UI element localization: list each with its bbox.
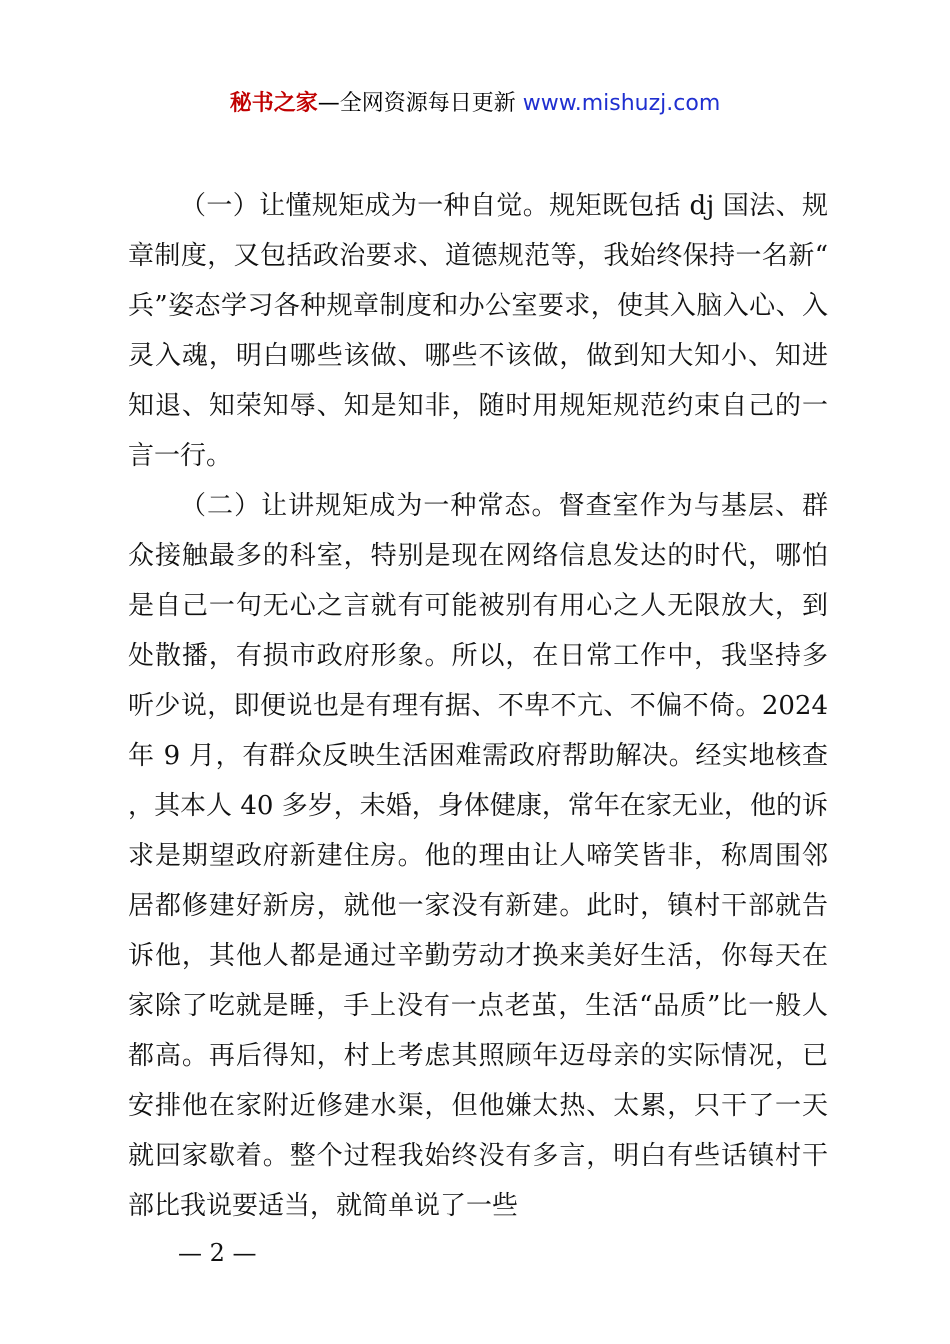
document-body [128,181,828,1231]
brand-name: 秘书之家 [229,91,318,116]
header-tagline: —全网资源每日更新 [317,91,516,116]
paragraph-2: （二）让讲规矩成为一种常态。督查室作为与基层、群众接触最多的科室，特别是现在网络信息发达的时代，哪怕是自己一句无心之言就有可能被别有用心之人无限放大，到处散播，有损市政府形象。所以，在日常工作中，我坚持多听少说，即便说也是有理有据、不卑不亢、不偏不倚。2024 年 9 月，有群众反映生活困难需政府帮助解决。经实地核查，其本人 40 多岁，未婚，身体健康，常年在家无业，他的诉求是期望政府新建住房。他的理由让人啼笑皆非，称周围邻居都修建好新房，就他一家没有新建。此时，镇村干部就告诉他，其他人都是通过辛勤劳动才换来美好生活，你每天在家除了吃就是睡，手上没有一点老茧，生活“品质”比一般人都高。再后得知，村上考虑其照顾年迈母亲的实际情况，已安排他在家附近修建水渠，但他嫌太热、太累，只干了一天就回家歇着。整个过程我始终没有多言，明白有些话镇村干部比我说要适当，就简单说了一些 [128,491,828,1221]
page-number: — 2 — [178,1239,257,1267]
header-url-link[interactable]: www.mishuzj.com [522,91,721,116]
page-header [0,88,950,120]
paragraph-1: （一）让懂规矩成为一种自觉。规矩既包括 dj 国法、规章制度，又包括政治要求、道德规范等，我始终保持一名新“兵”姿态学习各种规章制度和办公室要求，使其入脑入心、入灵入魂，明白哪些该做、哪些不该做，做到知大知小、知进知退、知荣知辱、知是知非，随时用规矩规范约束自己的一言一行。 [128,191,828,471]
